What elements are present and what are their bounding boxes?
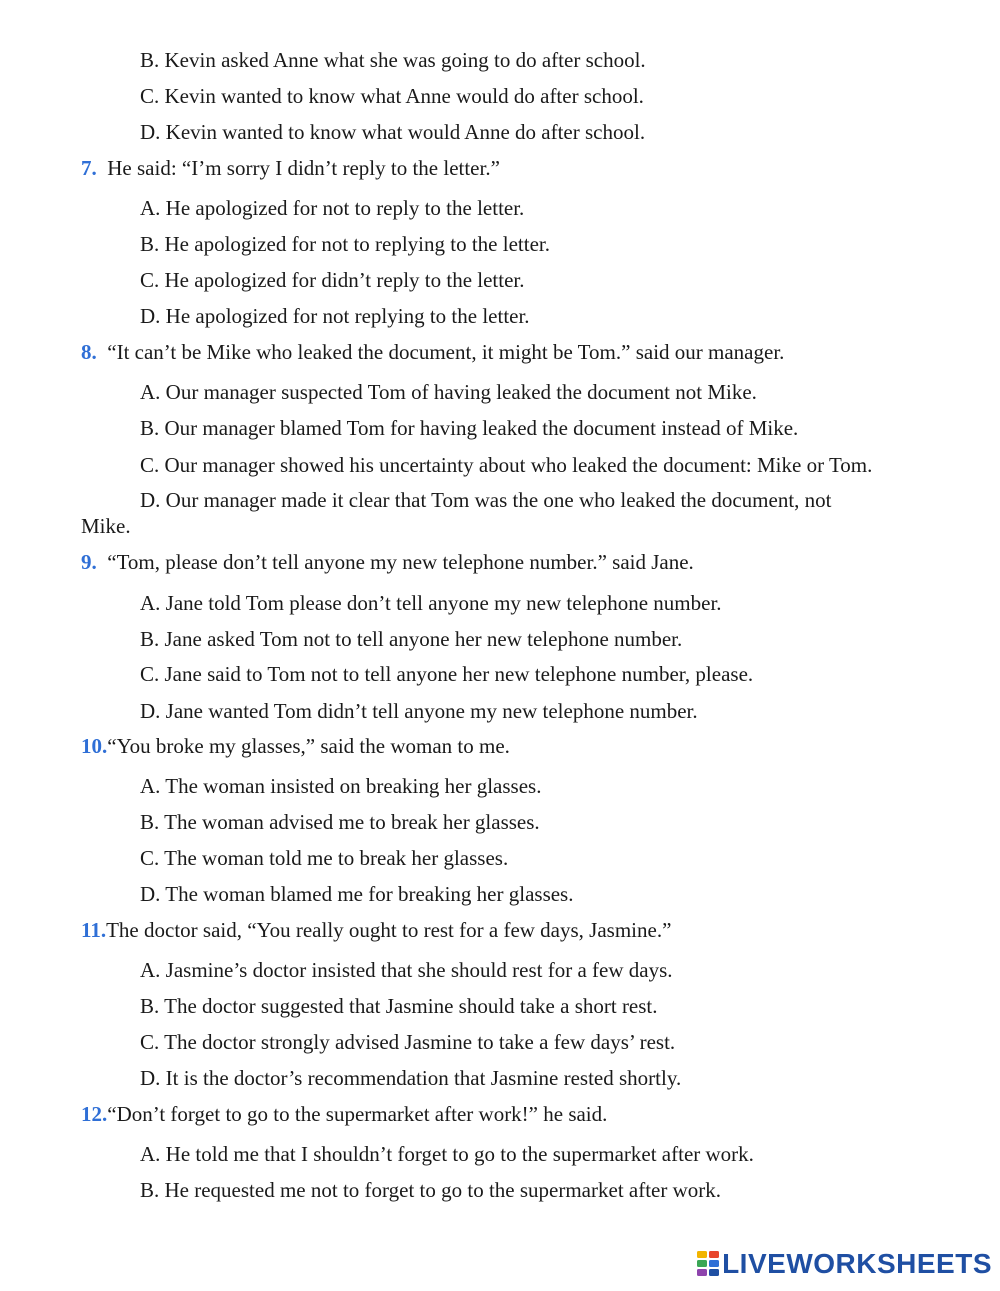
- option-line: A. He apologized for not to reply to the letter.: [140, 196, 525, 220]
- liveworksheets-logo-icon: [697, 1251, 719, 1277]
- question-number: 8.: [81, 340, 97, 364]
- option-line: C. The woman told me to break her glasses.: [140, 846, 509, 870]
- option-line: A. Our manager suspected Tom of having leaked the document not Mike.: [140, 380, 757, 404]
- option-line: A. The woman insisted on breaking her glasses.: [140, 774, 542, 798]
- question-number: 12.: [81, 1102, 108, 1126]
- question-text: “Tom, please don’t tell anyone my new telephone number.” said Jane.: [107, 550, 694, 574]
- question-11: [81, 917, 671, 943]
- question-9: [81, 549, 694, 575]
- option-line: A. Jasmine’s doctor insisted that she should rest for a few days.: [140, 958, 673, 982]
- question-number: 9.: [81, 550, 97, 574]
- question-12: [81, 1101, 607, 1127]
- question-10: [81, 733, 510, 759]
- question-number: 11.: [81, 918, 107, 942]
- option-line: C. The doctor strongly advised Jasmine to take a few days’ rest.: [140, 1030, 676, 1054]
- option-line: D. The woman blamed me for breaking her glasses.: [140, 882, 574, 906]
- question-number: 7.: [81, 156, 97, 180]
- option-line: B. Our manager blamed Tom for having leaked the document instead of Mike.: [140, 416, 799, 440]
- question-number: 10.: [81, 734, 108, 758]
- question-text: “You broke my glasses,” said the woman to me.: [107, 734, 510, 758]
- option-line: B. Jane asked Tom not to tell anyone her new telephone number.: [140, 627, 683, 651]
- option-line: C. Our manager showed his uncertainty about who leaked the document: Mike or Tom.: [140, 453, 873, 477]
- question-text: “Don’t forget to go to the supermarket after work!” he said.: [107, 1102, 608, 1126]
- option-line: B. The woman advised me to break her glasses.: [140, 810, 540, 834]
- option-line: B. Kevin asked Anne what she was going to do after school.: [140, 48, 646, 72]
- watermark-text: LIVEWORKSHEETS: [722, 1248, 992, 1279]
- option-line: C. Kevin wanted to know what Anne would do after school.: [140, 84, 644, 108]
- option-line: C. He apologized for didn’t reply to the letter.: [140, 268, 525, 292]
- option-line: D. It is the doctor’s recommendation that Jasmine rested shortly.: [140, 1066, 682, 1090]
- option-line: B. The doctor suggested that Jasmine should take a short rest.: [140, 994, 658, 1018]
- option-line: D. He apologized for not replying to the letter.: [140, 304, 530, 328]
- option-line: C. Jane said to Tom not to tell anyone her new telephone number, please.: [140, 662, 754, 686]
- question-text: He said: “I’m sorry I didn’t reply to the letter.”: [107, 156, 500, 180]
- option-line: A. Jane told Tom please don’t tell anyone my new telephone number.: [140, 591, 722, 615]
- option-continuation: Mike.: [81, 514, 131, 538]
- option-line: B. He apologized for not to replying to the letter.: [140, 232, 550, 256]
- liveworksheets-watermark: [697, 1247, 992, 1281]
- question-text: The doctor said, “You really ought to rest for a few days, Jasmine.”: [106, 918, 672, 942]
- option-line: B. He requested me not to forget to go to the supermarket after work.: [140, 1178, 722, 1202]
- question-7: [81, 155, 500, 181]
- option-line: D. Our manager made it clear that Tom was the one who leaked the document, not: [140, 488, 832, 512]
- question-8: [81, 339, 784, 365]
- option-line: D. Kevin wanted to know what would Anne do after school.: [140, 120, 646, 144]
- question-text: “It can’t be Mike who leaked the document, it might be Tom.” said our manager.: [107, 340, 785, 364]
- option-line: D. Jane wanted Tom didn’t tell anyone my new telephone number.: [140, 699, 698, 723]
- option-line: A. He told me that I shouldn’t forget to go to the supermarket after work.: [140, 1142, 754, 1166]
